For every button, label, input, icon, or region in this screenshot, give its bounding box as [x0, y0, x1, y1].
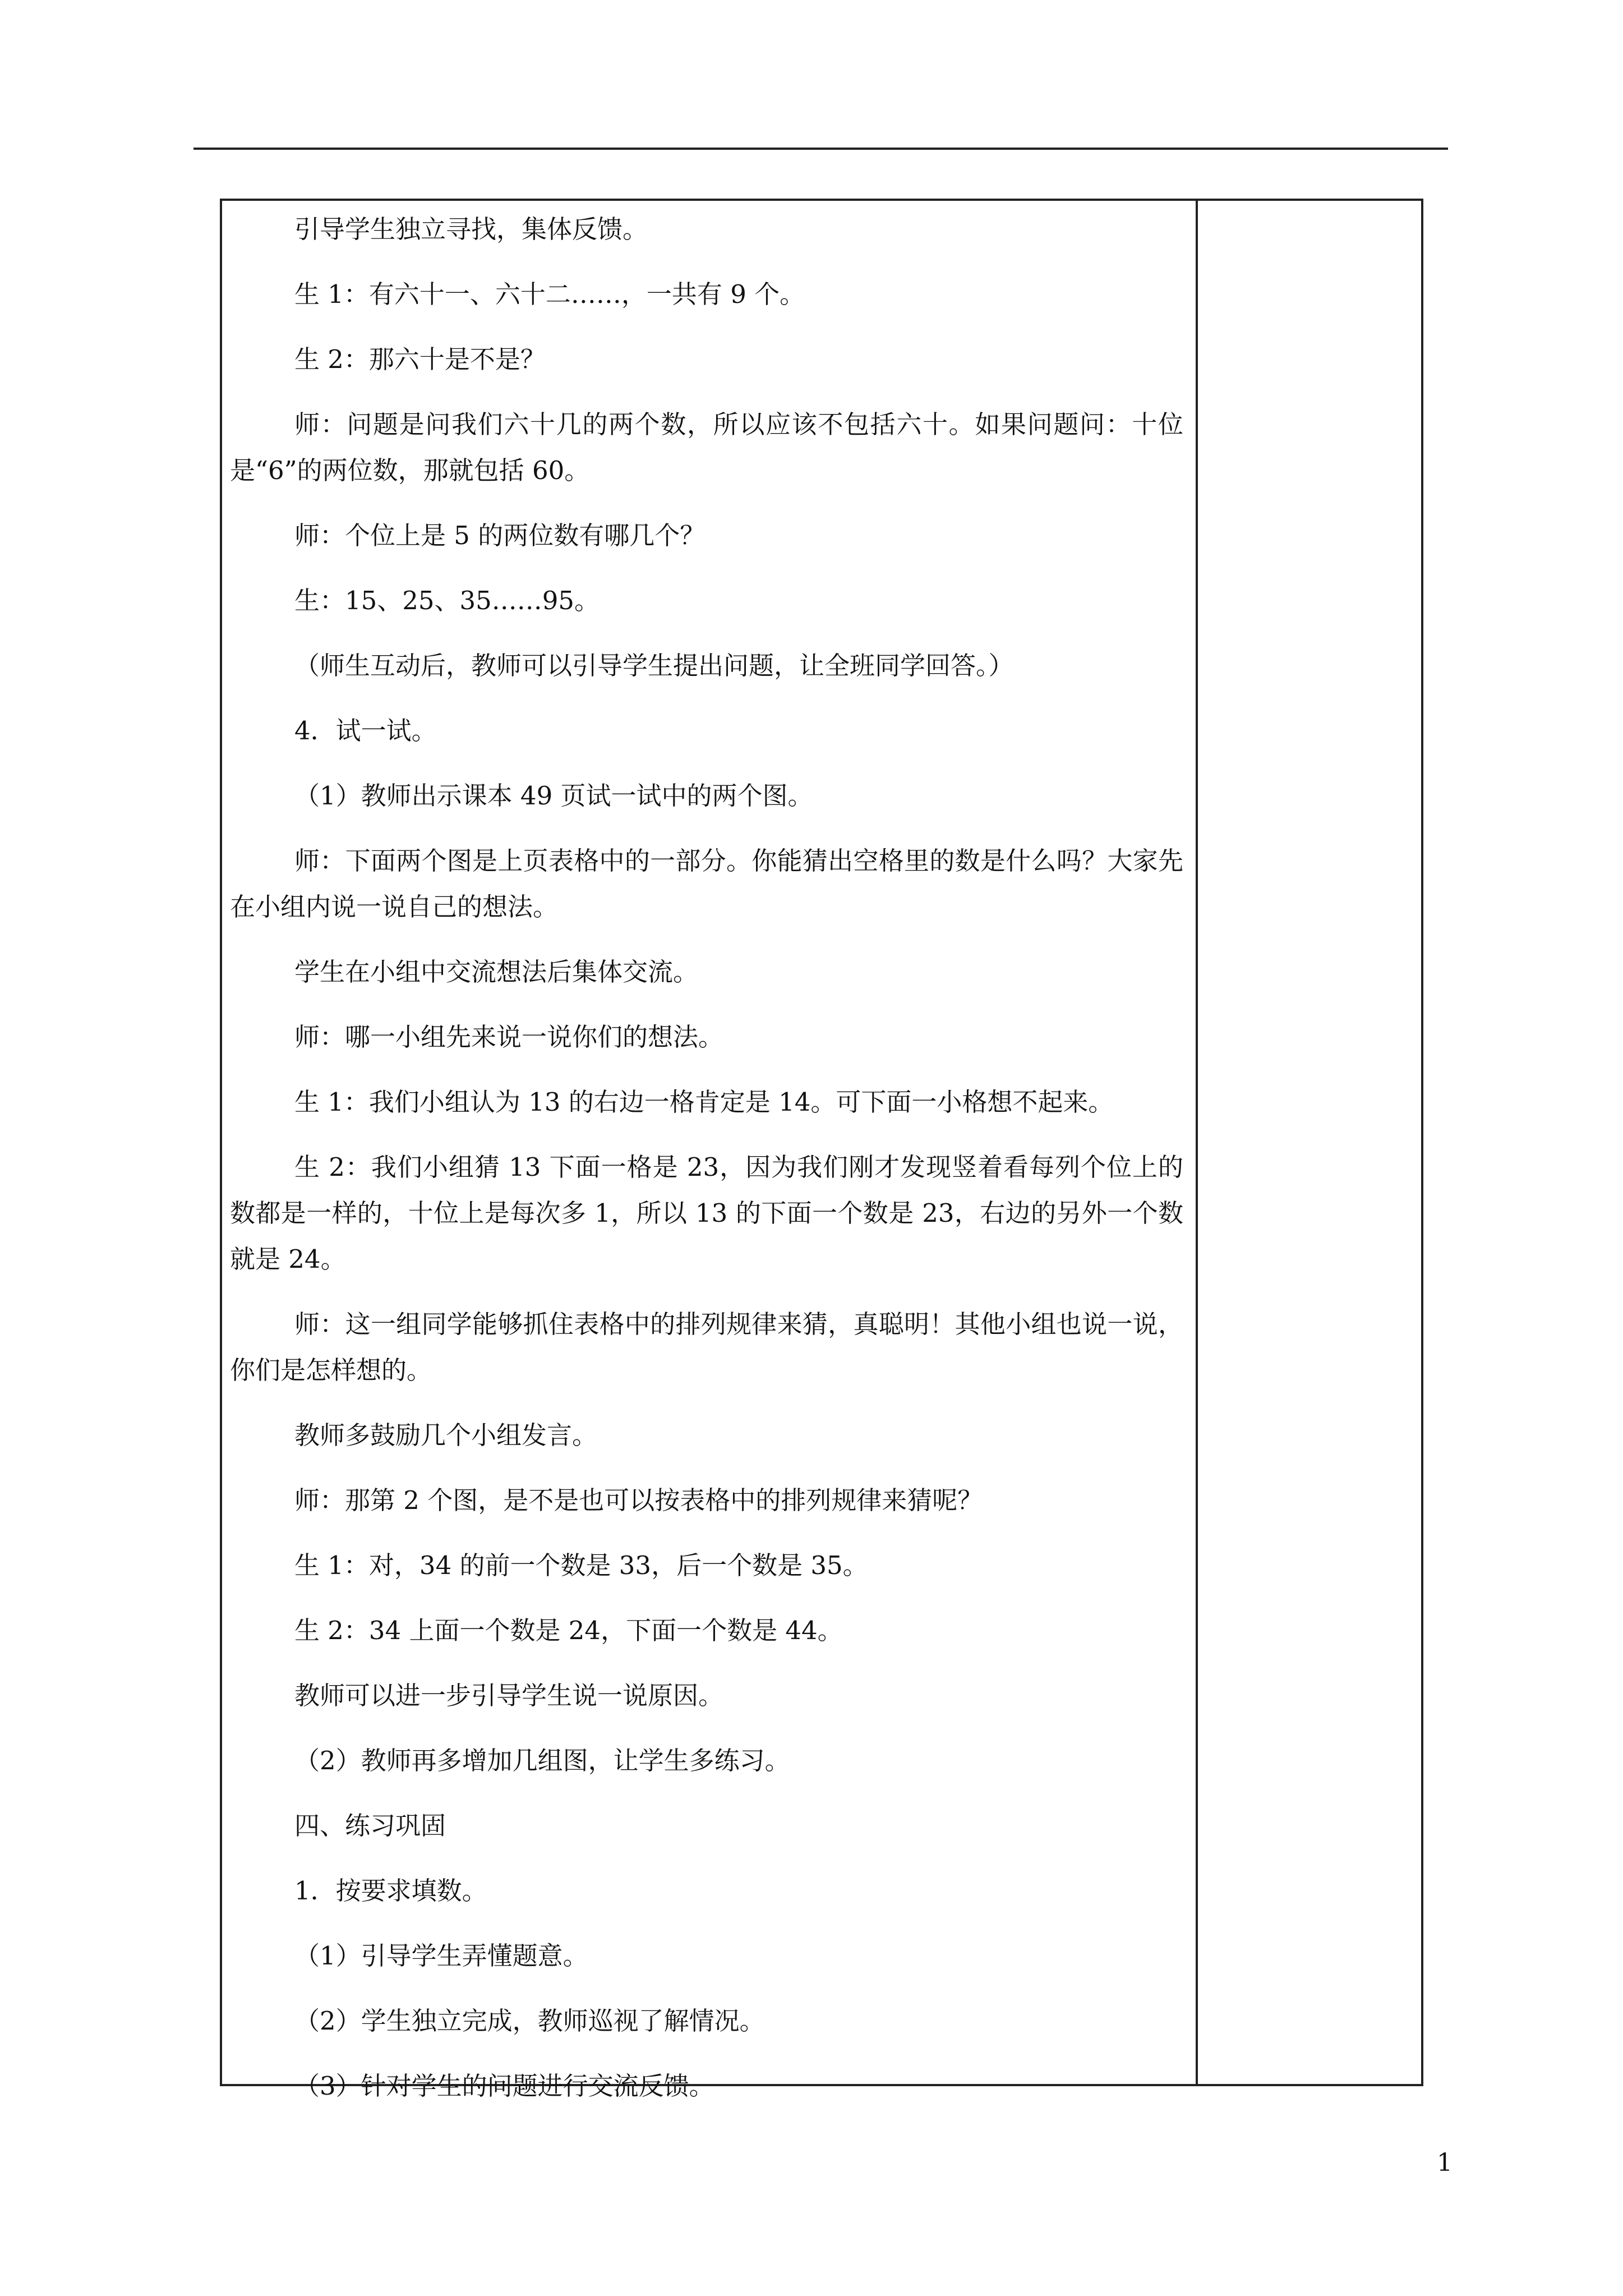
paragraph: （师生互动后，教师可以引导学生提出问题，让全班同学回答。） — [294, 651, 1014, 680]
paragraph: 师：那第 2 个图，是不是也可以按表格中的排列规律来猜呢？ — [294, 1485, 983, 1515]
paragraph: （2）学生独立完成，教师巡视了解情况。 — [294, 2006, 765, 2036]
paragraph: 生 2：那六十是不是？ — [294, 344, 546, 374]
paragraph: 引导学生独立寻找，集体反馈。 — [294, 214, 648, 244]
paragraph: 4．试一试。 — [294, 716, 437, 746]
paragraph: 生 1：对，34 的前一个数是 33，后一个数是 35。 — [294, 1550, 868, 1580]
page-number: 1 — [1437, 2148, 1453, 2177]
paragraph: 教师可以进一步引导学生说一说原因。 — [294, 1681, 724, 1710]
paragraph: （3）针对学生的问题进行交流反馈。 — [294, 2071, 714, 2101]
paragraph: 四、练习巩固 — [294, 1811, 446, 1841]
paragraph: 师：哪一小组先来说一说你们的想法。 — [294, 1022, 724, 1052]
paragraph: 生 2：34 上面一个数是 24，下面一个数是 44。 — [294, 1616, 843, 1645]
paragraph: 学生在小组中交流想法后集体交流。 — [294, 957, 699, 987]
paragraph: （1）引导学生弄懂题意。 — [294, 1941, 588, 1971]
header-rule — [193, 148, 1448, 150]
paragraph: （1）教师出示课本 49 页试一试中的两个图。 — [294, 781, 813, 811]
paragraph: 师：问题是问我们六十几的两个数，所以应该不包括六十。如果问题问：十位是“6”的两位数，那就包括 60。 — [230, 409, 1183, 485]
paragraph: 师：下面两个图是上页表格中的一部分。你能猜出空格里的数是什么吗？大家先在小组内说一说自己的想法。 — [230, 846, 1183, 922]
table-column-divider — [1196, 199, 1198, 2086]
paragraph: 师：个位上是 5 的两位数有哪几个？ — [294, 521, 706, 550]
paragraph: 生 1：我们小组认为 13 的右边一格肯定是 14。可下面一小格想不起来。 — [294, 1087, 1114, 1117]
paragraph: （2）教师再多增加几组图，让学生多练习。 — [294, 1746, 790, 1775]
paragraph: 生 1：有六十一、六十二……，一共有 9 个。 — [294, 279, 805, 309]
paragraph: 生 2：我们小组猜 13 下面一格是 23，因为我们刚才发现竖着看每列个位上的数都是一样的，十位上是每次多 1，所以 13 的下面一个数是 23，右边的另外一个数就是 24。 — [230, 1152, 1183, 1274]
paragraph: 师：这一组同学能够抓住表格中的排列规律来猜，真聪明！其他小组也说一说，你们是怎样想的。 — [230, 1309, 1183, 1385]
lesson-content-cell — [230, 206, 1183, 2109]
paragraph: 生：15、25、35……95。 — [294, 586, 600, 615]
paragraph: 教师多鼓励几个小组发言。 — [294, 1420, 598, 1450]
paragraph: 1．按要求填数。 — [294, 1876, 487, 1906]
